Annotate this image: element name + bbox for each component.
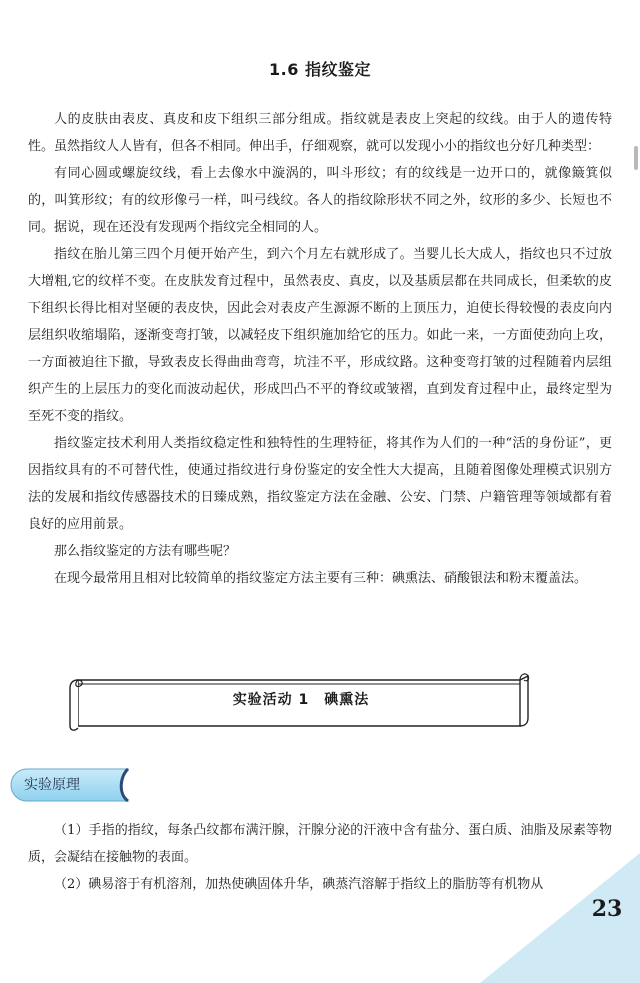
paragraph-2: 有同心圆或螺旋纹线，看上去像水中漩涡的，叫斗形纹；有的纹线是一边开口的，就像簸箕似的，叫箕形纹；有的纹形像弓一样，叫弓线纹。各人的指纹除形状不同之外，纹形的多少、长短也不同。据说，现在还没有发现两个指纹完全相同的人。 [28,166,612,235]
activity-title: 实验活动 1 碘熏法 [232,692,370,708]
paragraph-3: 指纹在胎儿第三四个月便开始产生，到六个月左右就形成了。当婴儿长大成人，指纹也只不过放大增粗,它的纹样不变。在皮肤发育过程中，虽然表皮、真皮，以及基质层都在共同成长，但柔软的皮下组织长得比相对坚硬的表皮快，因此会对表皮产生源源不断的上顶压力，迫使长得较慢的表皮向内层组织收缩塌陷，逐渐变弯打皱，以减轻皮下组织施加给它的压力。如此一来，一方面使劲向上攻，一方面被迫往下撤，导致表皮长得曲曲弯弯，坑洼不平，形成纹路。这种变弯打皱的过程随着内层组织产生的上层压力的变化而波动起伏，形成凹凸不平的脊纹或皱褶，直到发育过程中止，最终定型为至死不变的指纹。 [28,247,612,424]
principle-1: （1）手指的指纹，每条凸纹都布满汗腺，汗腺分泌的汗液中含有盐分、蛋白质、油脂及尿素等物质，会凝结在接触物的表面。 [28,823,612,865]
paragraph-4: 指纹鉴定技术利用人类指纹稳定性和独特性的生理特征，将其作为人们的一种“活的身份证”，更因指纹具有的不可替代性，使通过指纹进行身份鉴定的安全性大大提高，且随着图像处理模式识别方法的发展和指纹传感器技术的日臻成熟，指纹鉴定方法在金融、公安、门禁、户籍管理等领域都有着良好的应用前景。 [28,436,612,532]
paragraph-5: 那么指纹鉴定的方法有哪些呢？ [54,544,237,559]
tab-label: 实验原理 [24,777,80,793]
section-tab-principle [10,768,142,802]
intro-text [28,106,612,592]
paragraph-1: 人的皮肤由表皮、真皮和皮下组织三部分组成。指纹就是表皮上突起的纹线。由于人的遗传特性。虽然指纹人人皆有，但各不相同。伸出手，仔细观察，就可以发现小小的指纹也分好几种类型： [28,112,612,154]
page-title: 1.6 指纹鉴定 [269,60,371,79]
activity-scroll-banner [68,670,534,734]
paragraph-6: 在现今最常用且相对比较简单的指纹鉴定方法主要有三种：碘熏法、硝酸银法和粉末覆盖法。 [54,571,588,586]
principle-2: （2）碘易溶于有机溶剂，加热使碘固体升华，碘蒸汽溶解于指纹上的脂肪等有机物从 [54,877,544,892]
scrollbar-thumb[interactable] [634,146,638,170]
page-number: 23 [591,896,623,922]
